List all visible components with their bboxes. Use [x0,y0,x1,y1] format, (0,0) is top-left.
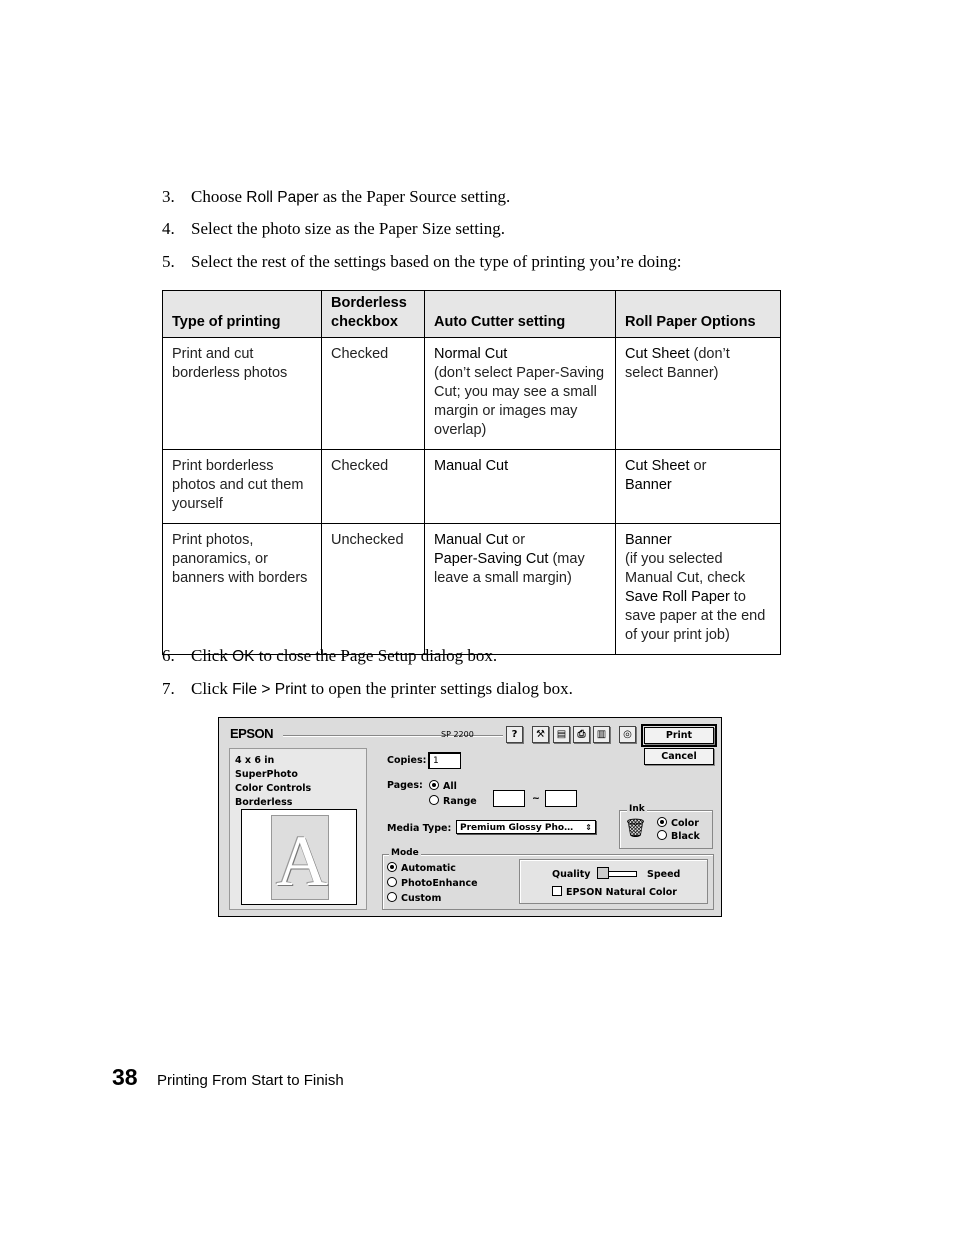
copies-input[interactable]: 1 [428,752,461,769]
radio-icon [387,877,397,887]
header-borderless: Borderless checkbox [322,291,425,338]
speed-label: Speed [647,869,681,880]
ink-label: Ink [629,804,645,814]
settings-summary [229,748,367,910]
step-number: 6. [162,646,175,665]
cell-cutter: Normal Cut (don’t select Paper-Saving Cut; you may see a small margin or images may overlap) [425,338,616,450]
table-header-row [163,291,781,338]
ink-cartridge-icon: 🗑 [624,818,647,839]
radio-icon [387,892,397,902]
pages-label: Pages: [387,780,423,791]
print-button[interactable]: Print [644,727,714,744]
paper-icon-button[interactable] [553,726,570,743]
section-title: Printing From Start to Finish [157,1072,344,1089]
copies-label: Copies: [387,755,427,766]
step-4: 4. Select the photo size as the Paper Size setting. [162,219,505,238]
mode-label: Mode [391,848,419,858]
summary-item: SuperPhoto [235,769,298,780]
cell-type: Print borderless photos and cut them yourself [163,450,322,524]
cell-borderless: Checked [322,450,425,524]
radio-icon [657,830,667,840]
media-type-select[interactable] [456,820,596,834]
table-row [163,450,781,524]
step-number: 5. [162,252,175,271]
step-3: 3. Choose Roll Paper as the Paper Source setting. [162,187,511,206]
help-icon: ? [511,729,518,740]
natural-color-checkbox[interactable]: EPSON Natural Color [552,886,677,898]
step-6: 6. Click OK to close the Page Setup dialog box. [162,646,498,665]
pages-all-option[interactable]: All [429,780,457,792]
cell-options: Cut Sheet (don’t select Banner) [616,338,781,450]
ui-term: OK [232,648,255,665]
ink-color-option[interactable]: Color [657,817,699,829]
radio-icon [429,780,439,790]
cell-borderless: Unchecked [322,524,425,655]
range-from-input[interactable] [493,790,525,807]
table-row [163,524,781,655]
step-number: 7. [162,679,175,698]
range-separator: ~ [532,793,540,804]
cell-options: Banner (if you selected Manual Cut, check Save Roll Paper to save paper at the end of your print job) [616,524,781,655]
step-number: 3. [162,187,175,206]
quality-label: Quality [552,869,591,880]
preview-page [271,815,329,900]
radio-icon [387,862,397,872]
step-5: 5. Select the rest of the settings based on the type of printing you’re doing: [162,252,682,271]
cell-type: Print and cut borderless photos [163,338,322,450]
radio-icon [657,817,667,827]
range-to-input[interactable] [545,790,577,807]
preview-letter-icon: A [276,821,328,901]
printer-model: SP 2200 [441,730,474,739]
media-type-value: Premium Glossy Pho… [460,823,574,833]
mode-custom-option[interactable]: Custom [387,892,441,904]
cancel-button[interactable]: Cancel [644,748,714,765]
mode-photoenhance-option[interactable]: PhotoEnhance [387,877,478,889]
header-cutter: Auto Cutter setting [425,291,616,338]
print-dialog [218,717,722,917]
media-type-label: Media Type: [387,823,452,834]
mode-automatic-option[interactable]: Automatic [387,862,456,874]
pages-range-option[interactable]: Range [429,795,477,807]
ui-term: File > Print [232,681,307,698]
header-type: Type of printing [163,291,322,338]
print-preview [241,809,357,905]
utility-icon: ▥ [596,729,607,740]
cell-cutter: Manual Cut or Paper-Saving Cut (may leave a small margin) [425,524,616,655]
preview-icon-button[interactable] [619,726,636,743]
select-arrows-icon: ⇕ [585,823,592,832]
summary-list [235,754,311,810]
cell-options: Cut Sheet or Banner [616,450,781,524]
paper-icon: ▤ [556,729,567,740]
layout-icon-button[interactable] [573,726,590,743]
cell-borderless: Checked [322,338,425,450]
epson-logo: EPSON [230,726,274,741]
header-options: Roll Paper Options [616,291,781,338]
layout-icon: ⎙ [577,729,586,740]
summary-item: Borderless [235,797,293,808]
settings-table [162,290,781,655]
magnifier-icon: ◎ [623,729,632,740]
step-number: 4. [162,219,175,238]
step-7: 7. Click File > Print to open the printer settings dialog box. [162,679,573,698]
ui-term: Roll Paper [246,189,319,206]
summary-item: 4 x 6 in [235,755,275,766]
cell-type: Print photos, panoramics, or banners with borders [163,524,322,655]
radio-icon [429,795,439,805]
table-row [163,338,781,450]
checkbox-icon [552,886,562,896]
cell-cutter: Manual Cut [425,450,616,524]
ink-black-option[interactable]: Black [657,830,700,842]
settings-icon-button[interactable] [532,726,549,743]
tools-icon: ⚒ [536,729,545,740]
slider-thumb[interactable] [597,867,609,879]
help-button[interactable] [506,726,523,743]
utility-icon-button[interactable] [593,726,610,743]
summary-item: Color Controls [235,783,312,794]
page-number: 38 [112,1064,138,1090]
